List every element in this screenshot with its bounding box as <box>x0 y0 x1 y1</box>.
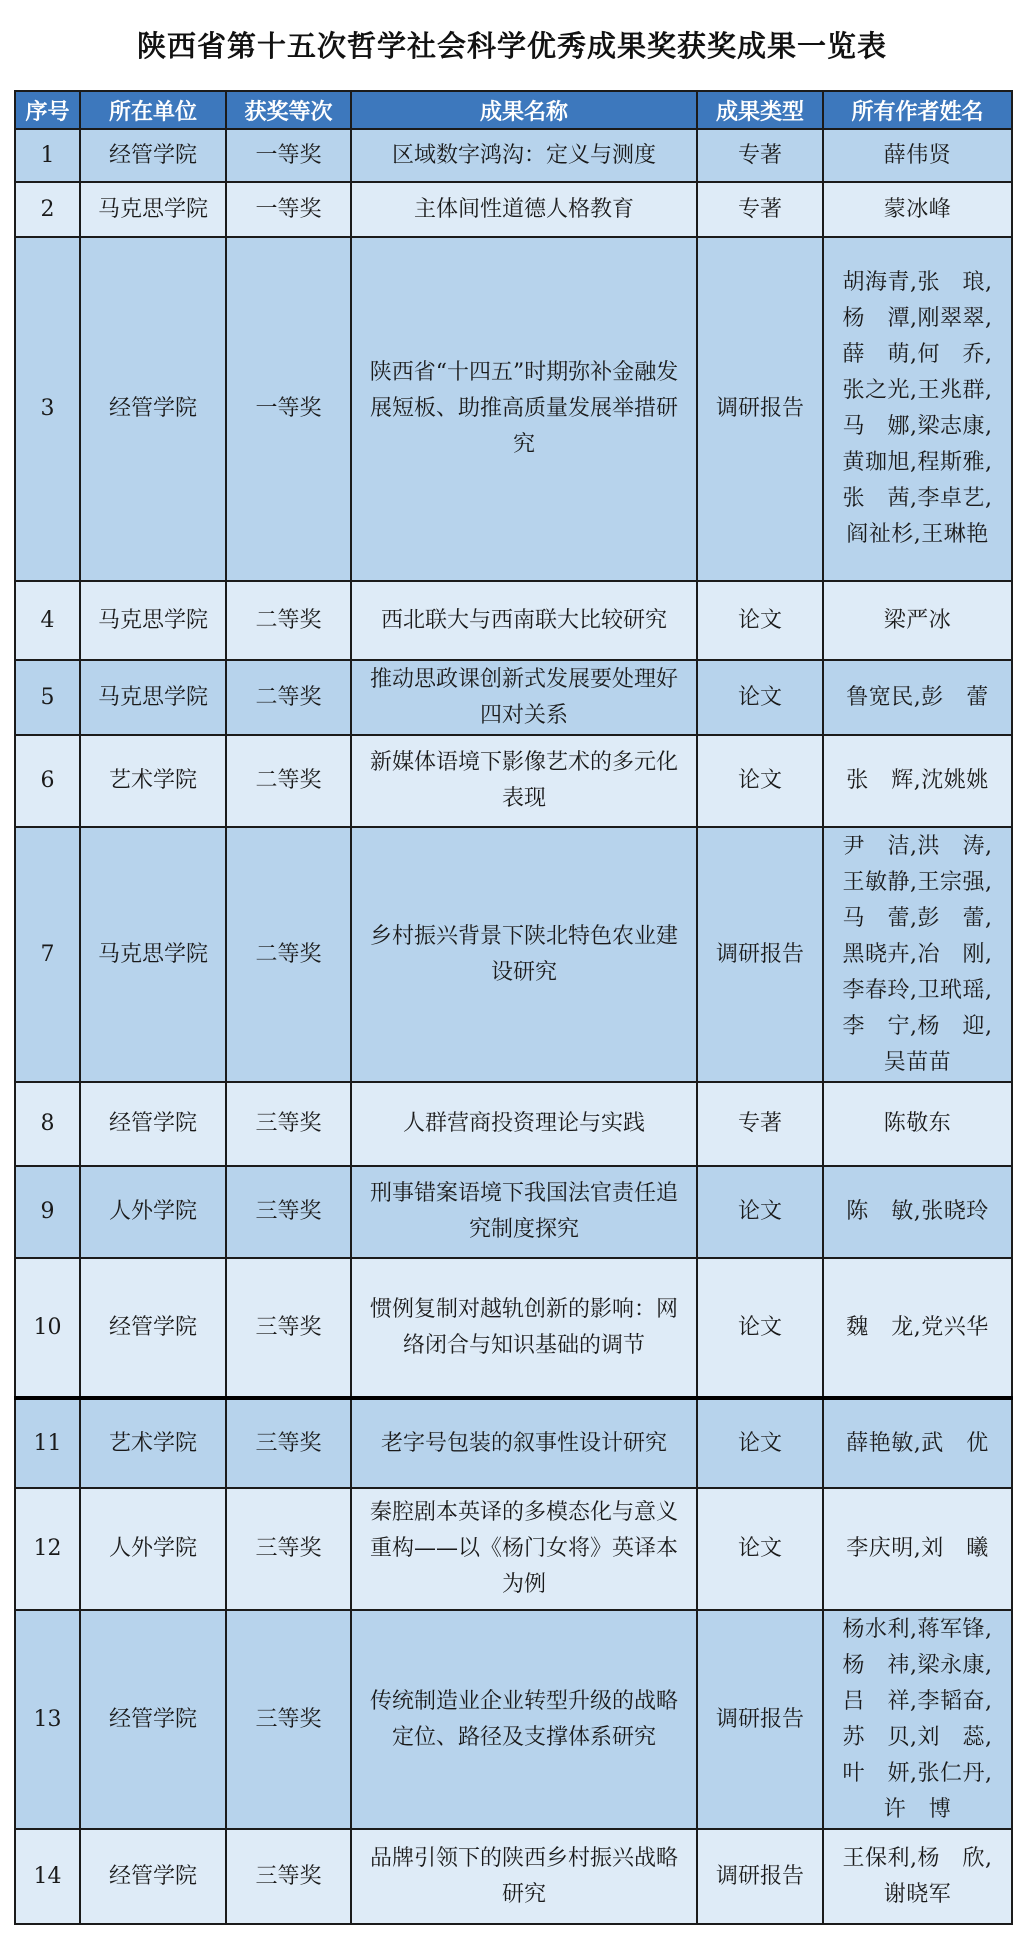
table-row <box>15 1488 1012 1610</box>
row-award-level: 二等奖 <box>226 827 351 1082</box>
row-authors: 陈 敏,张晓玲 <box>823 1166 1012 1258</box>
row-authors: 薛艳敏,武 优 <box>823 1398 1012 1488</box>
row-unit: 马克思学院 <box>80 827 226 1082</box>
row-unit: 马克思学院 <box>80 581 226 660</box>
row-work-type: 专著 <box>697 182 823 237</box>
row-index: 4 <box>15 581 80 660</box>
row-unit: 艺术学院 <box>80 735 226 827</box>
row-award-level: 三等奖 <box>226 1082 351 1166</box>
row-index: 1 <box>15 129 80 182</box>
row-award-level: 三等奖 <box>226 1488 351 1610</box>
row-unit: 经管学院 <box>80 1829 226 1924</box>
row-index: 14 <box>15 1829 80 1924</box>
row-work-title: 乡村振兴背景下陕北特色农业建设研究 <box>351 827 697 1082</box>
row-authors: 王保利,杨 欣,谢晓军 <box>823 1829 1012 1924</box>
row-authors: 陈敬东 <box>823 1082 1012 1166</box>
row-work-title: 推动思政课创新式发展要处理好四对关系 <box>351 660 697 735</box>
row-unit: 马克思学院 <box>80 660 226 735</box>
row-award-level: 二等奖 <box>226 735 351 827</box>
table-row <box>15 129 1012 182</box>
table-row <box>15 237 1012 581</box>
header-index: 序号 <box>15 91 80 129</box>
row-authors: 鲁宽民,彭 蕾 <box>823 660 1012 735</box>
row-work-title: 刑事错案语境下我国法官责任追究制度探究 <box>351 1166 697 1258</box>
row-unit: 马克思学院 <box>80 182 226 237</box>
row-authors: 魏 龙,党兴华 <box>823 1258 1012 1398</box>
row-work-title: 惯例复制对越轨创新的影响：网络闭合与知识基础的调节 <box>351 1258 697 1398</box>
row-index: 8 <box>15 1082 80 1166</box>
row-unit: 艺术学院 <box>80 1398 226 1488</box>
row-work-type: 论文 <box>697 581 823 660</box>
header-award-level: 获奖等次 <box>226 91 351 129</box>
row-authors: 蒙冰峰 <box>823 182 1012 237</box>
row-work-type: 论文 <box>697 660 823 735</box>
table-row <box>15 1829 1012 1924</box>
header-work-title: 成果名称 <box>351 91 697 129</box>
table-row <box>15 735 1012 827</box>
row-index: 11 <box>15 1398 80 1488</box>
table-row <box>15 660 1012 735</box>
row-work-title: 老字号包装的叙事性设计研究 <box>351 1398 697 1488</box>
row-index: 12 <box>15 1488 80 1610</box>
row-work-title: 新媒体语境下影像艺术的多元化表现 <box>351 735 697 827</box>
row-work-title: 人群营商投资理论与实践 <box>351 1082 697 1166</box>
row-award-level: 二等奖 <box>226 581 351 660</box>
row-work-type: 论文 <box>697 735 823 827</box>
row-work-title: 秦腔剧本英译的多模态化与意义重构——以《杨门女将》英译本为例 <box>351 1488 697 1610</box>
row-index: 10 <box>15 1258 80 1398</box>
row-index: 13 <box>15 1610 80 1829</box>
row-award-level: 二等奖 <box>226 660 351 735</box>
row-unit: 经管学院 <box>80 237 226 581</box>
header-authors: 所有作者姓名 <box>823 91 1012 129</box>
row-index: 2 <box>15 182 80 237</box>
row-work-type: 论文 <box>697 1258 823 1398</box>
row-award-level: 三等奖 <box>226 1166 351 1258</box>
row-authors: 张 辉,沈姚姚 <box>823 735 1012 827</box>
row-award-level: 一等奖 <box>226 237 351 581</box>
row-work-title: 陕西省“十四五”时期弥补金融发展短板、助推高质量发展举措研究 <box>351 237 697 581</box>
table-row <box>15 1610 1012 1829</box>
row-work-type: 调研报告 <box>697 1610 823 1829</box>
row-award-level: 三等奖 <box>226 1829 351 1924</box>
row-work-title: 西北联大与西南联大比较研究 <box>351 581 697 660</box>
row-work-type: 专著 <box>697 1082 823 1166</box>
table-header-row <box>15 91 1012 129</box>
table-row <box>15 827 1012 1082</box>
row-award-level: 三等奖 <box>226 1258 351 1398</box>
row-work-type: 调研报告 <box>697 237 823 581</box>
row-unit: 经管学院 <box>80 129 226 182</box>
page-title: 陕西省第十五次哲学社会科学优秀成果奖获奖成果一览表 <box>136 29 887 63</box>
row-index: 7 <box>15 827 80 1082</box>
row-authors: 薛伟贤 <box>823 129 1012 182</box>
header-unit: 所在单位 <box>80 91 226 129</box>
row-work-title: 区域数字鸿沟：定义与测度 <box>351 129 697 182</box>
row-work-type: 论文 <box>697 1488 823 1610</box>
table-row <box>15 1082 1012 1166</box>
row-work-title: 主体间性道德人格教育 <box>351 182 697 237</box>
row-index: 3 <box>15 237 80 581</box>
row-unit: 经管学院 <box>80 1082 226 1166</box>
row-work-type: 调研报告 <box>697 827 823 1082</box>
awards-table <box>14 90 1013 1925</box>
table-row <box>15 1166 1012 1258</box>
table-row <box>15 1398 1012 1488</box>
row-authors: 胡海青,张 琅,杨 潭,刚翠翠,薛 萌,何 乔,张之光,王兆群,马 娜,梁志康,黄珈旭,程斯雅,张 茜,李卓艺,阎祉杉,王琳艳 <box>823 237 1012 581</box>
header-work-type: 成果类型 <box>697 91 823 129</box>
row-work-title: 传统制造业企业转型升级的战略定位、路径及支撑体系研究 <box>351 1610 697 1829</box>
row-award-level: 一等奖 <box>226 129 351 182</box>
row-work-type: 调研报告 <box>697 1829 823 1924</box>
row-award-level: 三等奖 <box>226 1398 351 1488</box>
row-unit: 人外学院 <box>80 1166 226 1258</box>
row-index: 9 <box>15 1166 80 1258</box>
row-index: 6 <box>15 735 80 827</box>
row-work-type: 论文 <box>697 1166 823 1258</box>
row-unit: 人外学院 <box>80 1488 226 1610</box>
row-work-type: 论文 <box>697 1398 823 1488</box>
row-work-title: 品牌引领下的陕西乡村振兴战略研究 <box>351 1829 697 1924</box>
row-award-level: 三等奖 <box>226 1610 351 1829</box>
row-authors: 梁严冰 <box>823 581 1012 660</box>
row-authors: 李庆明,刘 曦 <box>823 1488 1012 1610</box>
row-unit: 经管学院 <box>80 1610 226 1829</box>
row-index: 5 <box>15 660 80 735</box>
table-row <box>15 182 1012 237</box>
table-row <box>15 1258 1012 1398</box>
row-award-level: 一等奖 <box>226 182 351 237</box>
row-authors: 尹 洁,洪 涛,王敏静,王宗强,马 蕾,彭 蕾,黑晓卉,冶 刚,李春玲,卫玳瑶,李 宁,杨 迎,吴苗苗 <box>823 827 1012 1082</box>
row-unit: 经管学院 <box>80 1258 226 1398</box>
row-authors: 杨水利,蒋军锋,杨 祎,梁永康,吕 祥,李韬奋,苏 贝,刘 蕊,叶 妍,张仁丹,许 博 <box>823 1610 1012 1829</box>
row-work-type: 专著 <box>697 129 823 182</box>
table-row <box>15 581 1012 660</box>
